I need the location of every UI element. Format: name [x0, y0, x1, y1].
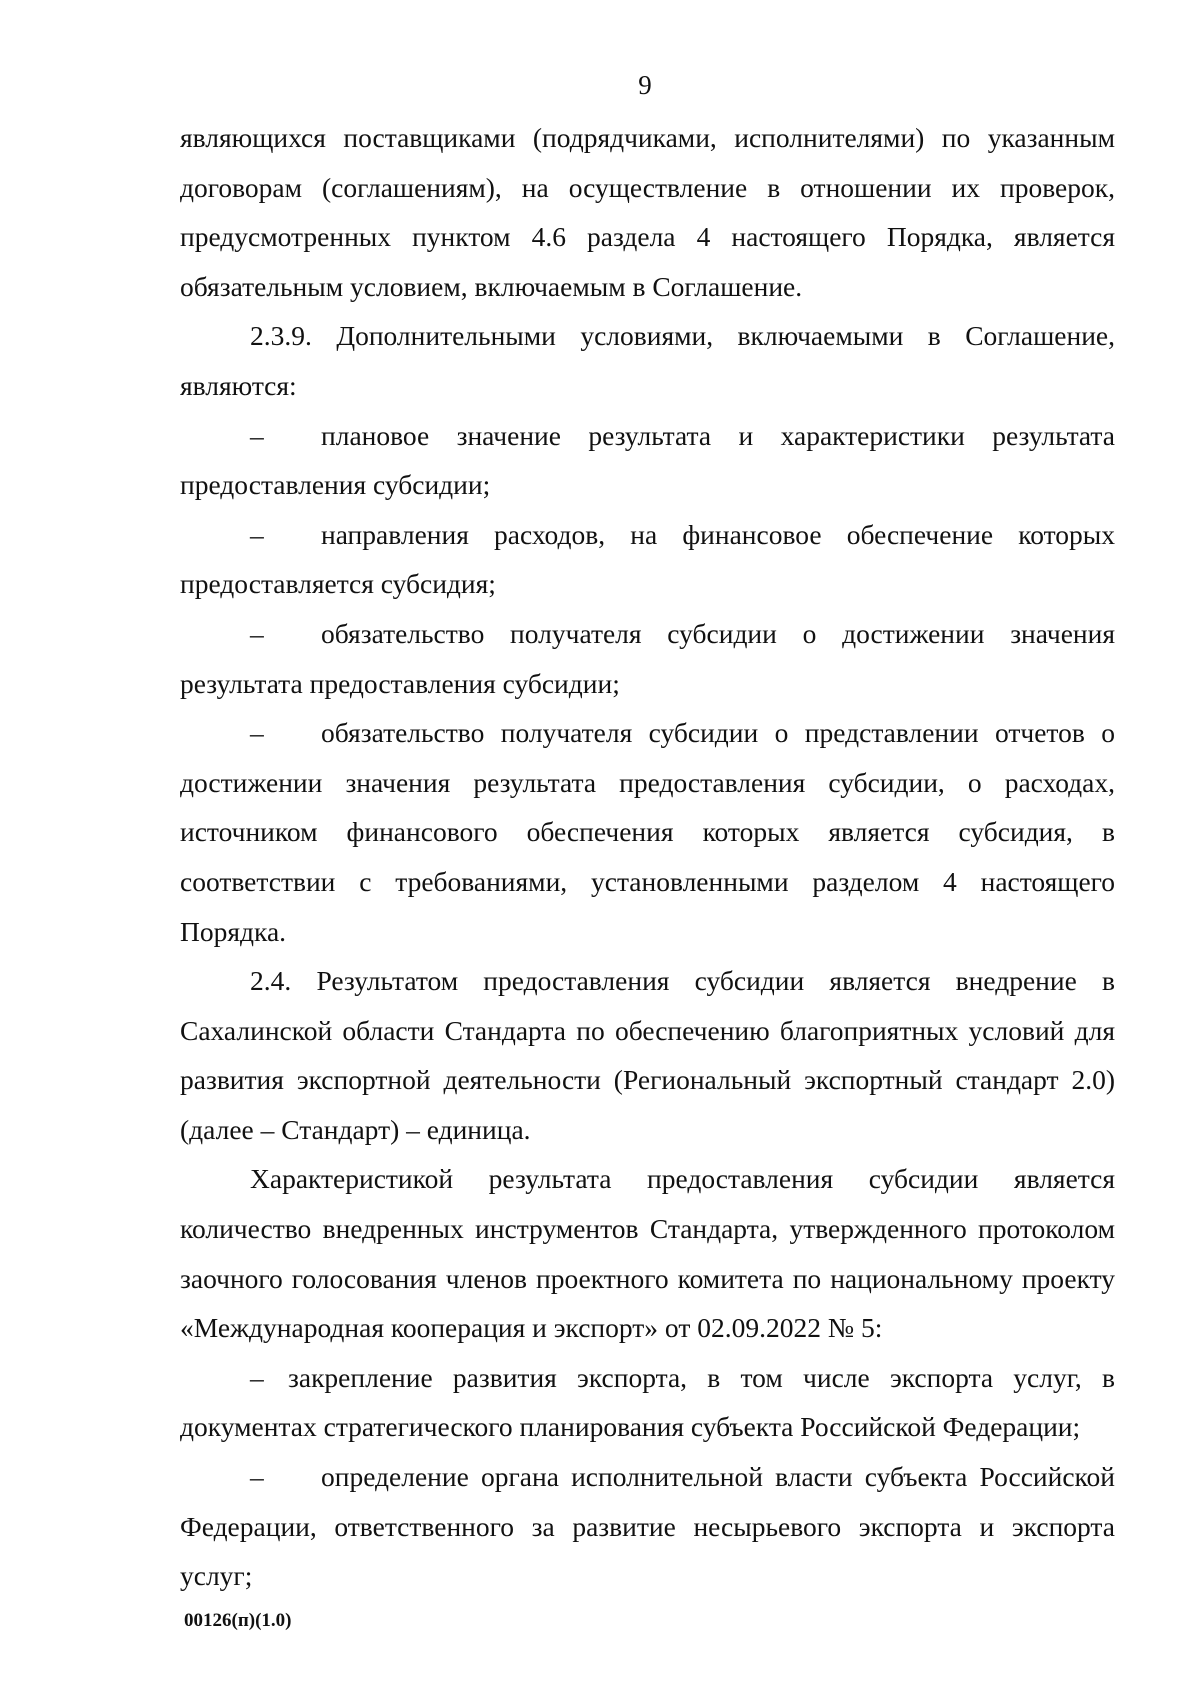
paragraph-2-3-9: 2.3.9. Дополнительными условиями, включаемыми в Соглашение, являются: [180, 320, 1115, 401]
list-item [180, 609, 1115, 708]
list-item-text: определение органа исполнительной власти субъекта Российской Федерации, ответственного за развитие несырьевого экспорта и экспорта услуг; [180, 1461, 1115, 1592]
list-dash: – [250, 717, 264, 749]
list-item-text: закрепление развития экспорта, в том числе экспорта услуг, в документах стратегического планирования субъекта Российской Федерации; [180, 1361, 1115, 1443]
list-item [180, 510, 1115, 609]
document-code: 00126(п)(1.0) [184, 1610, 292, 1631]
list-item [180, 411, 1115, 510]
list-item [180, 708, 1115, 956]
document-body [180, 113, 1115, 1601]
page-number: 9 [638, 70, 652, 100]
paragraph-2-4: 2.4. Результатом предоставления субсидии является внедрение в Сахалинской области Стандарта по обеспечению благоприятных условий для развития экспортной деятельности (Региональный экспортный стандарт 2.0) (далее – Стандарт) – единица. [180, 965, 1115, 1145]
list-dash: – [250, 419, 264, 451]
paragraph-continuation: являющихся поставщиками (подрядчиками, исполнителями) по указанным договорам (соглашениям), на осуществление в отношении их проверок, предусмотренных пунктом 4.6 раздела 4 настоящего Порядка, является обязательным условием, включаемым в Соглашение. [180, 122, 1115, 302]
paragraph-characteristic: Характеристикой результата предоставления субсидии является количество внедренных инструментов Стандарта, утвержденного протоколом заочного голосования членов проектного комитета по национальному проекту «Международная кооперация и экспорт» от 02.09.2022 № 5: [180, 1163, 1115, 1344]
list-item-text: обязательство получателя субсидии о достижении значения результата предоставления субсидии; [180, 617, 1115, 699]
list-item [180, 1452, 1115, 1601]
list-item-text: направления расходов, на финансовое обеспечение которых предоставляется субсидия; [180, 518, 1115, 600]
list-dash: – [250, 1361, 264, 1393]
list-item [180, 1353, 1115, 1452]
list-item-text: обязательство получателя субсидии о представлении отчетов о достижении значения результата предоставления субсидии, о расходах, источником финансового обеспечения которых является субсидия, в соответствии с требованиями, установленными разделом 4 настоящего Порядка. [180, 717, 1115, 947]
list-dash: – [250, 1461, 264, 1493]
list-dash: – [250, 617, 264, 649]
list-item-text: плановое значение результата и характеристики результата предоставления субсидии; [180, 419, 1115, 501]
list-dash: – [250, 518, 264, 550]
